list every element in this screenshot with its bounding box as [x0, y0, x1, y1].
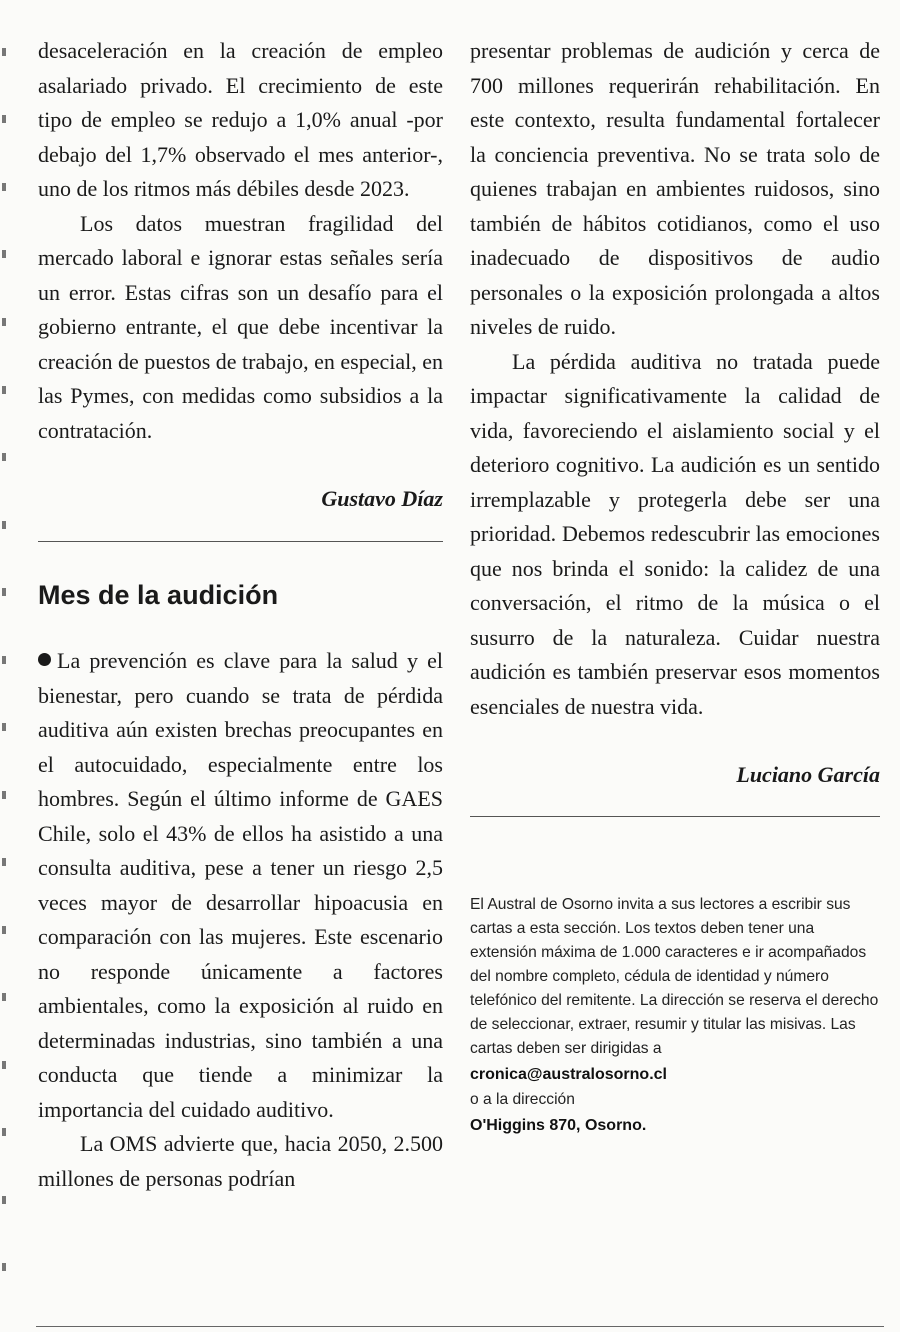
- section-divider: [38, 541, 443, 542]
- left-column: [38, 34, 443, 1196]
- letter-2-paragraph-3: presentar problemas de audición y cerca de 700 millones requerirán rehabilitación. En este contexto, resulta fundamental fortalecer la conciencia preventiva. No se trata solo de quienes trabajan en ambientes ruidosos, sino también de hábitos cotidianos, como el uso inadecuado de dispositivos de audio personales o la exposición prolongada a altos niveles de ruido.: [470, 38, 880, 339]
- letter-1-paragraph-2: Los datos muestran fragilidad del mercado laboral e ignorar estas señales sería un error. Estas cifras son un desafío para el gobierno entrante, el que debe incentivar la creación de puestos de trabajo, en especial, en las Pymes, con medidas como subsidios a la contratación.: [38, 210, 443, 443]
- bottom-rule: [36, 1326, 884, 1327]
- right-column: [470, 34, 880, 1139]
- reader-note-email: cronica@australosorno.cl: [470, 1066, 667, 1083]
- letter-2-signature: Luciano García: [736, 762, 880, 787]
- bullet-icon: [38, 653, 51, 666]
- letter-2-paragraph-2: La OMS advierte que, hacia 2050, 2.500 millones de personas podrían: [38, 1131, 443, 1191]
- reader-note: [470, 893, 880, 1139]
- signature-divider: [470, 816, 880, 817]
- reader-note-text: El Austral de Osorno invita a sus lectores a escribir sus cartas a esta sección. Los textos deben tener una extensión máxima de 1.000 caracteres e ir acompañados del nombre completo, cédula de identidad y número telefónico del remitente. La dirección se reserva el derecho de seleccionar, extraer, resumir y titular las misivas. Las cartas deben ser dirigidas a: [470, 896, 879, 1057]
- page-margin-marks: [0, 0, 8, 1332]
- reader-note-address: O'Higgins 870, Osorno.: [470, 1117, 647, 1134]
- letter-1-signature: Gustavo Díaz: [321, 486, 443, 511]
- letter-1-paragraph-1: desaceleración en la creación de empleo asalariado privado. El crecimiento de este tipo de empleo se redujo a 1,0% anual -por debajo del 1,7% observado el mes anterior-, uno de los ritmos más débiles desde 2023.: [38, 38, 443, 201]
- letter-2-paragraph-4: La pérdida auditiva no tratada puede impactar significativamente la calidad de vida, favoreciendo el aislamiento social y el deterioro cognitivo. La audición es un sentido irremplazable y protegerla debe ser una prioridad. Debemos redescubrir las emociones que nos brinda el sonido: la calidez de una conversación, el ritmo de la música o el susurro de la naturaleza. Cuidar nuestra audición es también preservar esos momentos esenciales de nuestra vida.: [470, 348, 880, 719]
- article-title: Mes de la audición: [38, 580, 279, 610]
- reader-note-or: o a la dirección: [470, 1091, 575, 1108]
- letter-2-paragraph-1: La prevención es clave para la salud y el bienestar, pero cuando se trata de pérdida auditiva aún existen brechas preocupantes en el autocuidado, especialmente entre los hombres. Según el último informe de GAES Chile, solo el 43% de ellos ha asistido a una consulta auditiva, pese a tener un riesgo 2,5 veces mayor de desarrollar hipoacusia en comparación con las mujeres. Este escenario no responde únicamente a factores ambientales, como la exposición al ruido en determinadas industrias, sino también a una conducta que tiende a minimizar la importancia del cuidado auditivo.: [38, 648, 443, 1122]
